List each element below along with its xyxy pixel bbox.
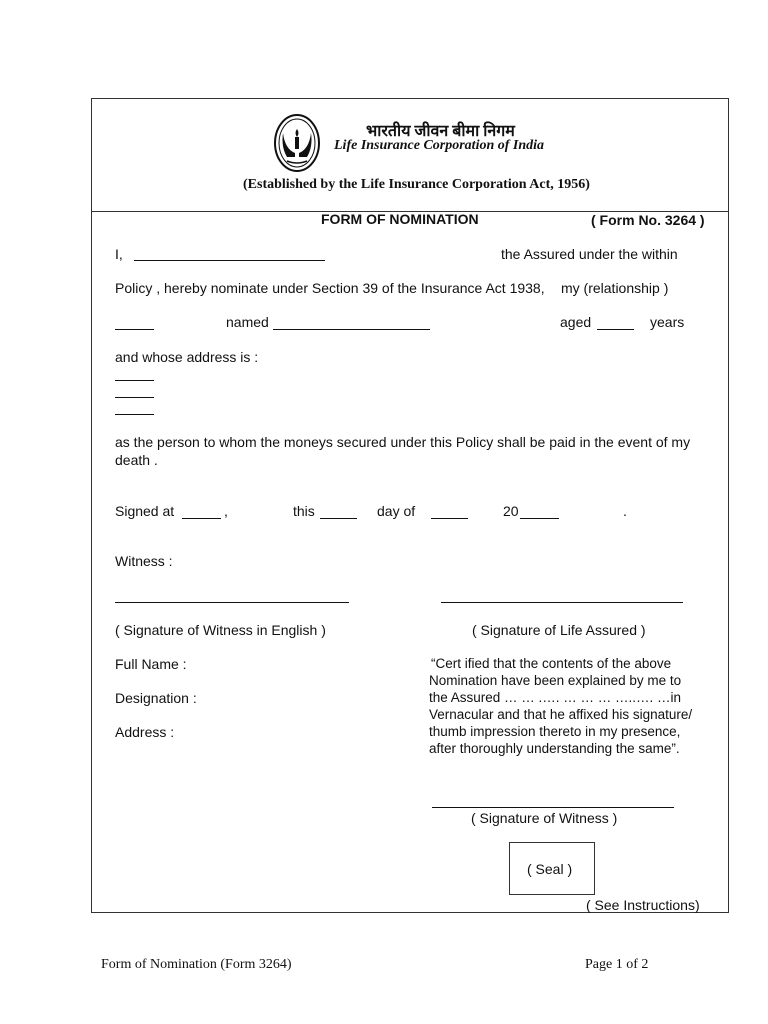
address-blank-3[interactable] <box>115 414 154 415</box>
see-instructions[interactable]: ( See Instructions) <box>586 897 700 913</box>
place-blank[interactable] <box>182 518 221 519</box>
designation-label: Designation : <box>115 690 197 706</box>
year-blank[interactable] <box>520 518 559 519</box>
lic-logo <box>273 113 321 173</box>
age-blank[interactable] <box>597 329 634 330</box>
death-text: death . <box>115 452 158 468</box>
cert-line-4: Vernacular and that he affixed his signature/ <box>429 707 693 722</box>
sig-witness: ( Signature of Witness ) <box>471 810 618 826</box>
cert-line-1: “Cert ified that the contents of the above <box>431 656 672 671</box>
established-note: (Established by the Life Insurance Corporation Act, 1956) <box>243 177 590 192</box>
english-name: Life Insurance Corporation of India <box>334 138 545 153</box>
hindi-name: भारतीय जीवन बीमा निगम <box>366 123 515 140</box>
witness-signature-line-2[interactable] <box>432 807 674 808</box>
address-blank-1[interactable] <box>115 380 154 381</box>
address-blank-2[interactable] <box>115 397 154 398</box>
years-label: years <box>650 314 685 330</box>
witness-label: Witness : <box>115 553 173 569</box>
nominee-name-blank[interactable] <box>273 329 430 330</box>
day-blank[interactable] <box>320 518 357 519</box>
relationship-blank[interactable] <box>115 329 154 330</box>
policy-text: Policy , hereby nominate under Section 39 of the Insurance Act 1938, <box>115 280 545 296</box>
day-of-label: day of <box>377 503 416 519</box>
sig-life-assured: ( Signature of Life Assured ) <box>472 622 646 638</box>
moneys-text: as the person to whom the moneys secured under this Policy shall be paid in the event of my <box>115 434 691 450</box>
signed-at-label: Signed at <box>115 503 175 519</box>
life-assured-signature-line[interactable] <box>441 602 683 603</box>
address-witness-label: Address : <box>115 724 175 740</box>
form-title: FORM OF NOMINATION <box>321 211 479 227</box>
month-blank[interactable] <box>431 518 468 519</box>
cert-line-2: Nomination have been explained by me to <box>429 673 682 688</box>
cert-line-3: the Assured … … .…. … … … …..…. …in <box>429 690 682 705</box>
full-name-label: Full Name : <box>115 656 187 672</box>
footer-left: Form of Nomination (Form 3264) <box>101 957 292 972</box>
named-label: named <box>226 314 269 330</box>
witness-signature-line[interactable] <box>115 602 349 603</box>
i-label: I, <box>115 246 123 262</box>
form-number: ( Form No. 3264 ) <box>591 212 705 228</box>
cert-line-6: after thoroughly understanding the same”. <box>429 741 680 756</box>
this-label: this <box>293 503 315 519</box>
seal-label: ( Seal ) <box>527 861 573 877</box>
assured-name-blank[interactable] <box>134 260 325 261</box>
address-label: and whose address is : <box>115 349 259 365</box>
signed-period: . <box>623 503 627 519</box>
assured-text: the Assured under the within <box>501 246 678 262</box>
footer-right: Page 1 of 2 <box>585 957 649 972</box>
relationship-label: my (relationship ) <box>561 280 669 296</box>
signed-comma: , <box>224 503 228 519</box>
aged-label: aged <box>560 314 592 330</box>
cert-line-5: thumb impression thereto in my presence, <box>429 724 681 739</box>
lic-emblem-icon <box>273 113 321 173</box>
sig-witness-english: ( Signature of Witness in English ) <box>115 622 326 638</box>
year-prefix: 20 <box>503 503 519 519</box>
